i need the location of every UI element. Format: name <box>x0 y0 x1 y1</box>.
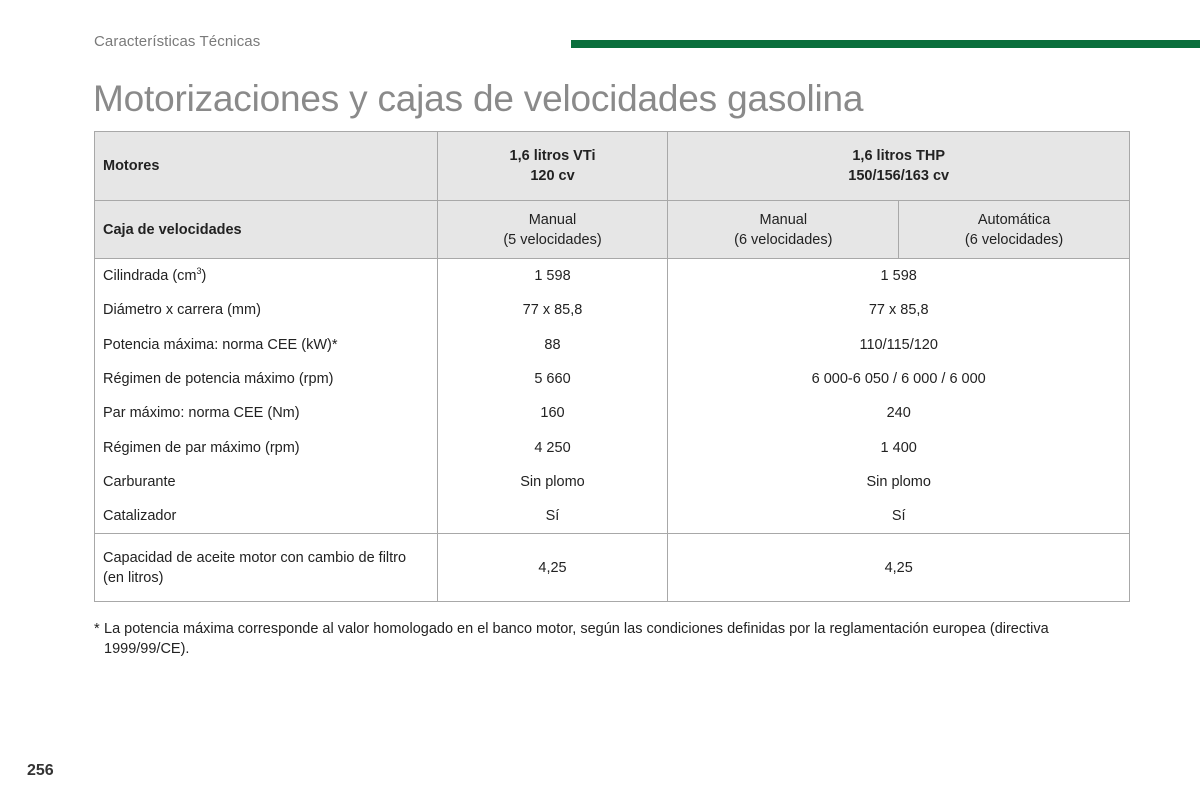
gearbox-b-manual <box>668 201 899 259</box>
engine-b-power: 150/156/163 cv <box>848 168 950 184</box>
table-row <box>95 293 1130 327</box>
gearbox-b-auto-speeds: (6 velocidades) <box>964 231 1064 248</box>
row-value-a: 88 <box>437 328 668 362</box>
row-value-a: 160 <box>437 396 668 430</box>
row-label: Régimen de potencia máximo (rpm) <box>95 362 438 396</box>
table-header-row-motores <box>95 132 1130 201</box>
engine-specs-table <box>94 131 1130 602</box>
footnote-mark: * <box>94 621 100 637</box>
engine-a-name: 1,6 litros VTi <box>509 148 596 164</box>
oil-label-line2: (en litros) <box>103 569 164 586</box>
section-label: Características Técnicas <box>94 33 261 50</box>
header-accent-bar <box>571 40 1200 48</box>
row-label: Potencia máxima: norma CEE (kW)* <box>95 328 438 362</box>
caja-label: Caja de velocidades <box>95 201 438 259</box>
row-value-b: 1 400 <box>668 430 1130 464</box>
footnote-line2: 1999/99/CE). <box>104 641 190 657</box>
row-value-b: Sí <box>668 499 1130 534</box>
table-row <box>95 396 1130 430</box>
table-row <box>95 430 1130 464</box>
table-header-row-caja <box>95 201 1130 259</box>
engine-a-power: 120 cv <box>530 168 575 184</box>
oil-label <box>95 534 438 602</box>
row-label: Diámetro x carrera (mm) <box>95 293 438 327</box>
gearbox-b-auto <box>899 201 1130 259</box>
row-value-a: 4 250 <box>437 430 668 464</box>
gearbox-b-manual-type: Manual <box>759 211 808 228</box>
oil-value-a: 4,25 <box>437 534 668 602</box>
table-row <box>95 328 1130 362</box>
row-value-a: Sí <box>437 499 668 534</box>
row-value-a: 5 660 <box>437 362 668 396</box>
gearbox-b-auto-type: Automática <box>977 211 1051 228</box>
row-label <box>95 259 438 294</box>
page-number: 256 <box>27 762 54 779</box>
table-row <box>95 362 1130 396</box>
row-value-a: Sin plomo <box>437 465 668 499</box>
table-row <box>95 499 1130 534</box>
cilindrada-close: ) <box>201 268 207 285</box>
motores-label: Motores <box>95 132 438 201</box>
cilindrada-text: Cilindrada (cm <box>103 268 197 285</box>
row-label: Carburante <box>95 465 438 499</box>
gearbox-a-type: Manual <box>528 211 577 228</box>
row-label: Catalizador <box>95 499 438 534</box>
row-value-b: 110/115/120 <box>668 328 1130 362</box>
row-value-b: Sin plomo <box>668 465 1130 499</box>
footnote-line1: La potencia máxima corresponde al valor homologado en el banco motor, según las condiciones definidas por la reglamentación europea (directiva <box>104 621 1049 637</box>
gearbox-a <box>437 201 668 259</box>
row-value-b: 6 000-6 050 / 6 000 / 6 000 <box>668 362 1130 396</box>
engine-b-header <box>668 132 1130 201</box>
row-value-a: 1 598 <box>437 259 668 294</box>
cilindrada-superscript: 3 <box>196 266 202 277</box>
gearbox-a-speeds: (5 velocidades) <box>503 231 602 248</box>
footnote <box>94 619 1134 659</box>
engine-a-header <box>437 132 668 201</box>
gearbox-b-manual-speeds: (6 velocidades) <box>734 231 833 248</box>
row-label: Par máximo: norma CEE (Nm) <box>95 396 438 430</box>
oil-label-line1: Capacidad de aceite motor con cambio de filtro <box>103 549 407 566</box>
table-row <box>95 259 1130 294</box>
oil-value-b: 4,25 <box>668 534 1130 602</box>
page-title: Motorizaciones y cajas de velocidades gasolina <box>93 78 864 119</box>
row-value-b: 77 x 85,8 <box>668 293 1130 327</box>
table-row <box>95 465 1130 499</box>
row-value-b: 240 <box>668 396 1130 430</box>
engine-b-name: 1,6 litros THP <box>852 148 946 164</box>
table-row-oil-capacity <box>95 534 1130 602</box>
row-label: Régimen de par máximo (rpm) <box>95 430 438 464</box>
row-value-a: 77 x 85,8 <box>437 293 668 327</box>
row-value-b: 1 598 <box>668 259 1130 294</box>
